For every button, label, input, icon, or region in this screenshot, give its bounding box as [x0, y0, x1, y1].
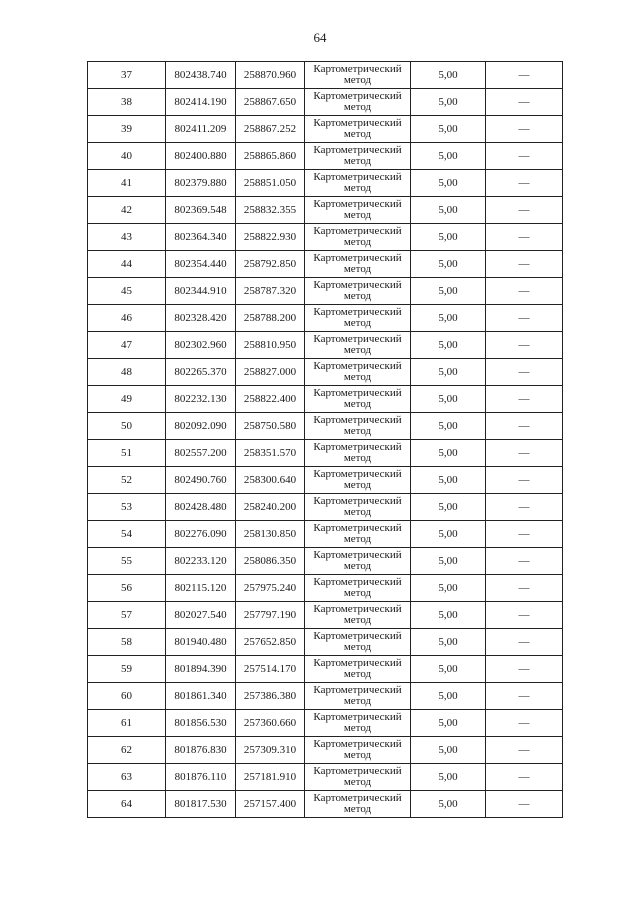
- method-line-1: Картометрический: [313, 117, 402, 129]
- dash-cell: —: [486, 575, 563, 602]
- method-line-2: метод: [343, 128, 372, 140]
- method-cell: [305, 251, 411, 278]
- method-line-1: Картометрический: [313, 765, 402, 777]
- method-line-1: Картометрический: [313, 630, 402, 642]
- x-coordinate-cell: 801876.830: [166, 737, 236, 764]
- dash-cell: —: [486, 62, 563, 89]
- method-cell: [305, 170, 411, 197]
- method-cell: [305, 224, 411, 251]
- x-coordinate-cell: 802328.420: [166, 305, 236, 332]
- method-cell: [305, 332, 411, 359]
- method-line-1: Картометрический: [313, 711, 402, 723]
- point-number-cell: 56: [88, 575, 166, 602]
- dash-cell: —: [486, 791, 563, 818]
- point-number-cell: 52: [88, 467, 166, 494]
- method-line-2: метод: [343, 587, 372, 599]
- method-line-2: метод: [343, 749, 372, 761]
- point-number-cell: 42: [88, 197, 166, 224]
- accuracy-cell: 5,00: [411, 440, 486, 467]
- accuracy-cell: 5,00: [411, 710, 486, 737]
- point-number-cell: 46: [88, 305, 166, 332]
- method-line-1: Картометрический: [313, 171, 402, 183]
- method-line-2: метод: [343, 776, 372, 788]
- table-row: [88, 251, 563, 278]
- x-coordinate-cell: 801817.530: [166, 791, 236, 818]
- method-line-1: Картометрический: [313, 792, 402, 804]
- x-coordinate-cell: 802379.880: [166, 170, 236, 197]
- dash-cell: —: [486, 683, 563, 710]
- method-line-2: метод: [343, 803, 372, 815]
- y-coordinate-cell: 258865.860: [236, 143, 305, 170]
- accuracy-cell: 5,00: [411, 656, 486, 683]
- x-coordinate-cell: 802115.120: [166, 575, 236, 602]
- y-coordinate-cell: 258130.850: [236, 521, 305, 548]
- x-coordinate-cell: 802414.190: [166, 89, 236, 116]
- point-number-cell: 61: [88, 710, 166, 737]
- method-line-1: Картометрический: [313, 279, 402, 291]
- dash-cell: —: [486, 143, 563, 170]
- accuracy-cell: 5,00: [411, 629, 486, 656]
- y-coordinate-cell: 258822.930: [236, 224, 305, 251]
- dash-cell: —: [486, 764, 563, 791]
- method-cell: [305, 602, 411, 629]
- table-row: [88, 548, 563, 575]
- coordinates-table: [87, 61, 563, 818]
- method-line-2: метод: [343, 182, 372, 194]
- accuracy-cell: 5,00: [411, 602, 486, 629]
- method-line-1: Картометрический: [313, 306, 402, 318]
- x-coordinate-cell: 802369.548: [166, 197, 236, 224]
- point-number-cell: 49: [88, 386, 166, 413]
- point-number-cell: 59: [88, 656, 166, 683]
- table-row: [88, 440, 563, 467]
- point-number-cell: 43: [88, 224, 166, 251]
- accuracy-cell: 5,00: [411, 764, 486, 791]
- accuracy-cell: 5,00: [411, 737, 486, 764]
- x-coordinate-cell: 802428.480: [166, 494, 236, 521]
- accuracy-cell: 5,00: [411, 332, 486, 359]
- y-coordinate-cell: 258300.640: [236, 467, 305, 494]
- method-cell: [305, 521, 411, 548]
- method-cell: [305, 737, 411, 764]
- y-coordinate-cell: 257360.660: [236, 710, 305, 737]
- point-number-cell: 63: [88, 764, 166, 791]
- method-cell: [305, 89, 411, 116]
- method-line-1: Картометрический: [313, 657, 402, 669]
- dash-cell: —: [486, 656, 563, 683]
- method-line-1: Картометрический: [313, 549, 402, 561]
- y-coordinate-cell: 257797.190: [236, 602, 305, 629]
- accuracy-cell: 5,00: [411, 575, 486, 602]
- table-row: [88, 494, 563, 521]
- method-cell: [305, 710, 411, 737]
- accuracy-cell: 5,00: [411, 791, 486, 818]
- method-cell: [305, 197, 411, 224]
- method-cell: [305, 143, 411, 170]
- method-cell: [305, 413, 411, 440]
- method-line-1: Картометрический: [313, 603, 402, 615]
- y-coordinate-cell: 258086.350: [236, 548, 305, 575]
- dash-cell: —: [486, 629, 563, 656]
- y-coordinate-cell: 258832.355: [236, 197, 305, 224]
- x-coordinate-cell: 802302.960: [166, 332, 236, 359]
- method-line-1: Картометрический: [313, 63, 402, 75]
- point-number-cell: 62: [88, 737, 166, 764]
- table-row: [88, 467, 563, 494]
- dash-cell: —: [486, 737, 563, 764]
- method-line-2: метод: [343, 722, 372, 734]
- dash-cell: —: [486, 89, 563, 116]
- accuracy-cell: 5,00: [411, 494, 486, 521]
- dash-cell: —: [486, 170, 563, 197]
- table-row: [88, 764, 563, 791]
- x-coordinate-cell: 801876.110: [166, 764, 236, 791]
- method-line-1: Картометрический: [313, 333, 402, 345]
- y-coordinate-cell: 258750.580: [236, 413, 305, 440]
- point-number-cell: 57: [88, 602, 166, 629]
- y-coordinate-cell: 258240.200: [236, 494, 305, 521]
- x-coordinate-cell: 802027.540: [166, 602, 236, 629]
- y-coordinate-cell: 257309.310: [236, 737, 305, 764]
- point-number-cell: 40: [88, 143, 166, 170]
- accuracy-cell: 5,00: [411, 305, 486, 332]
- table-row: [88, 359, 563, 386]
- accuracy-cell: 5,00: [411, 278, 486, 305]
- method-cell: [305, 656, 411, 683]
- table-row: [88, 170, 563, 197]
- accuracy-cell: 5,00: [411, 386, 486, 413]
- table-row: [88, 413, 563, 440]
- table-row: [88, 575, 563, 602]
- method-line-1: Картометрический: [313, 522, 402, 534]
- point-number-cell: 37: [88, 62, 166, 89]
- point-number-cell: 50: [88, 413, 166, 440]
- point-number-cell: 55: [88, 548, 166, 575]
- method-line-1: Картометрический: [313, 360, 402, 372]
- x-coordinate-cell: 802276.090: [166, 521, 236, 548]
- method-line-1: Картометрический: [313, 468, 402, 480]
- table-row: [88, 89, 563, 116]
- dash-cell: —: [486, 386, 563, 413]
- dash-cell: —: [486, 332, 563, 359]
- y-coordinate-cell: 257975.240: [236, 575, 305, 602]
- table-row: [88, 278, 563, 305]
- x-coordinate-cell: 802411.209: [166, 116, 236, 143]
- method-cell: [305, 791, 411, 818]
- point-number-cell: 51: [88, 440, 166, 467]
- y-coordinate-cell: 258792.850: [236, 251, 305, 278]
- accuracy-cell: 5,00: [411, 521, 486, 548]
- method-line-2: метод: [343, 425, 372, 437]
- x-coordinate-cell: 802400.880: [166, 143, 236, 170]
- method-line-1: Картометрический: [313, 225, 402, 237]
- point-number-cell: 47: [88, 332, 166, 359]
- table-row: [88, 737, 563, 764]
- dash-cell: —: [486, 602, 563, 629]
- accuracy-cell: 5,00: [411, 116, 486, 143]
- dash-cell: —: [486, 440, 563, 467]
- point-number-cell: 44: [88, 251, 166, 278]
- accuracy-cell: 5,00: [411, 89, 486, 116]
- table-row: [88, 197, 563, 224]
- point-number-cell: 38: [88, 89, 166, 116]
- method-cell: [305, 440, 411, 467]
- method-line-2: метод: [343, 506, 372, 518]
- accuracy-cell: 5,00: [411, 143, 486, 170]
- method-cell: [305, 467, 411, 494]
- accuracy-cell: 5,00: [411, 170, 486, 197]
- point-number-cell: 58: [88, 629, 166, 656]
- table-row: [88, 656, 563, 683]
- method-cell: [305, 575, 411, 602]
- method-cell: [305, 359, 411, 386]
- method-cell: [305, 278, 411, 305]
- accuracy-cell: 5,00: [411, 413, 486, 440]
- method-line-2: метод: [343, 74, 372, 86]
- y-coordinate-cell: 257386.380: [236, 683, 305, 710]
- dash-cell: —: [486, 278, 563, 305]
- method-cell: [305, 683, 411, 710]
- method-line-2: метод: [343, 209, 372, 221]
- point-number-cell: 64: [88, 791, 166, 818]
- method-line-1: Картометрический: [313, 90, 402, 102]
- accuracy-cell: 5,00: [411, 548, 486, 575]
- dash-cell: —: [486, 548, 563, 575]
- table-row: [88, 791, 563, 818]
- method-line-2: метод: [343, 668, 372, 680]
- method-line-1: Картометрический: [313, 684, 402, 696]
- x-coordinate-cell: 802092.090: [166, 413, 236, 440]
- y-coordinate-cell: 258827.000: [236, 359, 305, 386]
- dash-cell: —: [486, 359, 563, 386]
- method-line-1: Картометрический: [313, 387, 402, 399]
- table-row: [88, 629, 563, 656]
- dash-cell: —: [486, 494, 563, 521]
- method-line-2: метод: [343, 236, 372, 248]
- table-row: [88, 62, 563, 89]
- point-number-cell: 45: [88, 278, 166, 305]
- method-line-1: Картометрический: [313, 576, 402, 588]
- y-coordinate-cell: 258787.320: [236, 278, 305, 305]
- method-cell: [305, 548, 411, 575]
- x-coordinate-cell: 802232.130: [166, 386, 236, 413]
- point-number-cell: 41: [88, 170, 166, 197]
- dash-cell: —: [486, 305, 563, 332]
- table-row: [88, 305, 563, 332]
- method-line-1: Картометрический: [313, 495, 402, 507]
- method-cell: [305, 386, 411, 413]
- method-line-1: Картометрический: [313, 252, 402, 264]
- dash-cell: —: [486, 116, 563, 143]
- method-line-1: Картометрический: [313, 144, 402, 156]
- method-line-2: метод: [343, 560, 372, 572]
- method-line-2: метод: [343, 344, 372, 356]
- method-line-2: метод: [343, 533, 372, 545]
- x-coordinate-cell: 801894.390: [166, 656, 236, 683]
- method-line-2: метод: [343, 695, 372, 707]
- y-coordinate-cell: 258822.400: [236, 386, 305, 413]
- x-coordinate-cell: 801856.530: [166, 710, 236, 737]
- method-cell: [305, 305, 411, 332]
- y-coordinate-cell: 257514.170: [236, 656, 305, 683]
- method-line-2: метод: [343, 290, 372, 302]
- dash-cell: —: [486, 467, 563, 494]
- method-cell: [305, 494, 411, 521]
- accuracy-cell: 5,00: [411, 224, 486, 251]
- accuracy-cell: 5,00: [411, 467, 486, 494]
- table-row: [88, 332, 563, 359]
- page-number: 64: [313, 30, 327, 45]
- point-number-cell: 60: [88, 683, 166, 710]
- y-coordinate-cell: 257157.400: [236, 791, 305, 818]
- method-line-1: Картометрический: [313, 738, 402, 750]
- method-line-1: Картометрический: [313, 198, 402, 210]
- accuracy-cell: 5,00: [411, 683, 486, 710]
- dash-cell: —: [486, 251, 563, 278]
- point-number-cell: 48: [88, 359, 166, 386]
- method-line-1: Картометрический: [313, 441, 402, 453]
- accuracy-cell: 5,00: [411, 197, 486, 224]
- x-coordinate-cell: 802233.120: [166, 548, 236, 575]
- y-coordinate-cell: 257652.850: [236, 629, 305, 656]
- accuracy-cell: 5,00: [411, 62, 486, 89]
- y-coordinate-cell: 258351.570: [236, 440, 305, 467]
- y-coordinate-cell: 258867.650: [236, 89, 305, 116]
- method-line-2: метод: [343, 371, 372, 383]
- x-coordinate-cell: 801861.340: [166, 683, 236, 710]
- point-number-cell: 39: [88, 116, 166, 143]
- y-coordinate-cell: 258867.252: [236, 116, 305, 143]
- dash-cell: —: [486, 413, 563, 440]
- accuracy-cell: 5,00: [411, 359, 486, 386]
- x-coordinate-cell: 802265.370: [166, 359, 236, 386]
- method-line-2: метод: [343, 155, 372, 167]
- dash-cell: —: [486, 521, 563, 548]
- method-cell: [305, 116, 411, 143]
- method-line-2: метод: [343, 263, 372, 275]
- method-line-2: метод: [343, 479, 372, 491]
- x-coordinate-cell: 802354.440: [166, 251, 236, 278]
- accuracy-cell: 5,00: [411, 251, 486, 278]
- x-coordinate-cell: 802364.340: [166, 224, 236, 251]
- method-cell: [305, 62, 411, 89]
- point-number-cell: 54: [88, 521, 166, 548]
- x-coordinate-cell: 802490.760: [166, 467, 236, 494]
- table-row: [88, 224, 563, 251]
- table-body: [88, 62, 563, 818]
- table-row: [88, 683, 563, 710]
- method-cell: [305, 764, 411, 791]
- y-coordinate-cell: 258870.960: [236, 62, 305, 89]
- x-coordinate-cell: 802438.740: [166, 62, 236, 89]
- y-coordinate-cell: 258788.200: [236, 305, 305, 332]
- table-row: [88, 116, 563, 143]
- dash-cell: —: [486, 710, 563, 737]
- x-coordinate-cell: 802344.910: [166, 278, 236, 305]
- point-number-cell: 53: [88, 494, 166, 521]
- table-row: [88, 521, 563, 548]
- dash-cell: —: [486, 197, 563, 224]
- x-coordinate-cell: 801940.480: [166, 629, 236, 656]
- y-coordinate-cell: 258851.050: [236, 170, 305, 197]
- method-line-2: метод: [343, 452, 372, 464]
- method-line-2: метод: [343, 398, 372, 410]
- method-line-1: Картометрический: [313, 414, 402, 426]
- method-line-2: метод: [343, 614, 372, 626]
- y-coordinate-cell: 258810.950: [236, 332, 305, 359]
- dash-cell: —: [486, 224, 563, 251]
- x-coordinate-cell: 802557.200: [166, 440, 236, 467]
- table-row: [88, 386, 563, 413]
- y-coordinate-cell: 257181.910: [236, 764, 305, 791]
- method-cell: [305, 629, 411, 656]
- table-row: [88, 143, 563, 170]
- table-row: [88, 602, 563, 629]
- method-line-2: метод: [343, 641, 372, 653]
- method-line-2: метод: [343, 317, 372, 329]
- method-line-2: метод: [343, 101, 372, 113]
- table-row: [88, 710, 563, 737]
